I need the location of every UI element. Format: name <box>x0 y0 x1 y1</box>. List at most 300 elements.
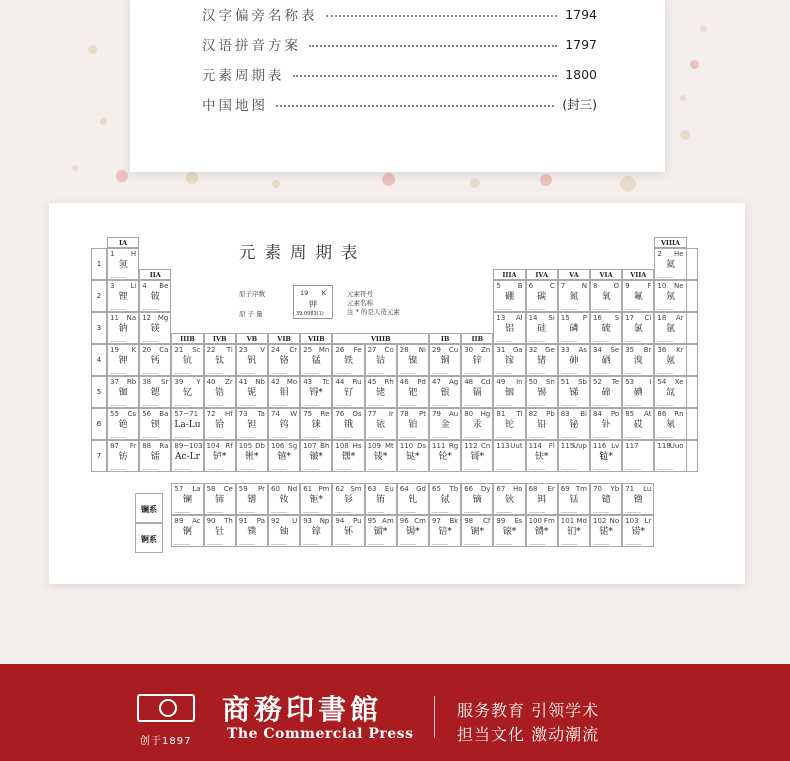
element-number: 65 <box>432 485 441 493</box>
element-name: Ac-Lr <box>175 452 200 462</box>
element-symbol: Ag <box>448 378 459 386</box>
element-number: 98 <box>464 517 474 525</box>
element-cell <box>590 280 622 312</box>
element-number: 23 <box>238 346 248 354</box>
element-name: 铀 <box>279 527 289 537</box>
element-cell <box>139 280 171 312</box>
toc-item[interactable] <box>202 34 597 54</box>
element-symbol: Cn <box>481 442 491 450</box>
element-cell <box>461 376 493 408</box>
element-symbol: Sn <box>545 378 555 386</box>
element-mass-line <box>110 341 126 342</box>
element-number: 68 <box>528 485 538 493</box>
element-mass-line <box>335 437 351 438</box>
legend-note: 注 * 的是人造元素 <box>347 308 400 316</box>
element-symbol: Sb <box>578 378 587 386</box>
element-name: 镥 <box>633 495 643 505</box>
element-name: 钕 <box>279 495 289 505</box>
element-symbol: Na <box>126 314 137 322</box>
group-header: IB <box>429 333 461 344</box>
element-name: 铯 <box>118 420 128 430</box>
element-name: 钚 <box>343 527 353 537</box>
element-name: 铍 <box>150 292 160 302</box>
element-number: 72 <box>206 410 216 418</box>
element-mass-line <box>432 405 448 406</box>
element-cell <box>107 280 139 312</box>
element-name: 铜 <box>440 356 450 366</box>
element-name: 硅 <box>537 324 547 334</box>
actinide-label: 锕系 <box>135 523 163 553</box>
commercial-press-logo-icon <box>137 694 195 722</box>
element-symbol: Cd <box>481 378 491 386</box>
element-number: 80 <box>464 410 474 418</box>
element-mass-line <box>368 437 384 438</box>
legend <box>239 283 409 323</box>
toc-item-title: 汉字偏旁名称表 <box>202 8 318 24</box>
element-number: 51 <box>560 378 570 386</box>
element-symbol: Ar <box>675 314 684 322</box>
legend-symbol-label: 元素符号 <box>347 290 373 298</box>
element-mass-line <box>174 512 190 513</box>
element-name: 砹 <box>633 420 643 430</box>
element-name: 锑 <box>569 388 579 398</box>
element-mass-line <box>529 341 545 342</box>
element-cell <box>268 408 300 440</box>
element-number: 73 <box>238 410 248 418</box>
element-mass-line <box>142 309 158 310</box>
element-number: 101 <box>560 517 575 525</box>
element-name: 𫓧* <box>534 452 549 462</box>
element-name: 氡 <box>665 420 675 430</box>
element-name: 镧 <box>182 495 192 505</box>
element-symbol: Ti <box>226 346 233 354</box>
element-cell <box>171 483 203 515</box>
element-number: 12 <box>142 314 152 322</box>
element-cell <box>461 408 493 440</box>
toc-item[interactable] <box>202 94 597 114</box>
element-mass-line <box>593 469 609 470</box>
periodic-table-page <box>49 203 745 584</box>
element-mass-line <box>593 373 609 374</box>
element-mass-line <box>335 469 351 470</box>
element-cell <box>107 248 139 280</box>
element-mass-line <box>207 405 223 406</box>
element-symbol: Ce <box>223 485 233 493</box>
element-cell <box>236 344 268 376</box>
element-number: 48 <box>464 378 474 386</box>
element-number: 109 <box>367 442 381 450</box>
element-cell <box>622 344 654 376</box>
element-number: 42 <box>271 378 280 386</box>
element-name: 钐 <box>343 495 353 505</box>
element-symbol: Rh <box>384 378 394 386</box>
element-mass-line <box>529 373 545 374</box>
element-number: 11 <box>110 314 119 322</box>
element-name: 锿* <box>502 527 517 537</box>
element-name: 金 <box>440 420 450 430</box>
element-name: 氦 <box>665 260 675 270</box>
element-number: 104 <box>206 442 220 450</box>
element-symbol: Zn <box>481 346 491 354</box>
element-cell <box>204 483 236 515</box>
element-name: 磷 <box>569 324 579 334</box>
element-number: 7 <box>560 282 566 290</box>
element-name: 溴 <box>633 356 643 366</box>
element-cell <box>365 440 397 472</box>
element-cell <box>236 440 268 472</box>
element-number: 67 <box>496 485 506 493</box>
element-cell <box>139 440 171 472</box>
element-mass-line <box>239 544 255 545</box>
element-number: 59 <box>238 485 248 493</box>
element-name: 镅* <box>373 527 388 537</box>
element-name: 钫 <box>118 452 128 462</box>
element-mass-line <box>400 437 416 438</box>
element-number: 113 <box>496 442 510 450</box>
element-name: 锎* <box>470 527 485 537</box>
element-cell <box>622 483 654 515</box>
element-cell <box>365 515 397 547</box>
element-symbol: V <box>260 346 265 354</box>
element-cell <box>654 280 686 312</box>
element-symbol: Uut <box>510 442 523 450</box>
element-name: 𬬻* <box>212 452 227 462</box>
element-cell <box>107 376 139 408</box>
element-name: 铕 <box>376 495 386 505</box>
element-name: 锔* <box>406 527 420 537</box>
element-symbol: Fe <box>353 346 362 354</box>
electron-shell-label <box>686 408 698 440</box>
element-symbol: Ac <box>192 517 201 525</box>
element-symbol: H <box>130 250 137 258</box>
element-number: 118 <box>657 442 671 450</box>
element-name: 锶 <box>150 388 160 398</box>
element-number: 92 <box>271 517 280 525</box>
toc-item-page: (封三) <box>562 97 597 112</box>
element-name: 锝* <box>309 388 324 398</box>
element-symbol: Mg <box>157 314 169 322</box>
element-symbol: Li <box>130 282 137 290</box>
element-name: 砷 <box>569 356 579 366</box>
element-cell <box>622 280 654 312</box>
element-symbol: Ir <box>388 410 394 418</box>
element-symbol: U <box>292 517 298 525</box>
element-number: 79 <box>432 410 441 418</box>
group-header: IIB <box>461 333 493 344</box>
element-mass-line <box>142 469 158 470</box>
element-cell <box>300 515 332 547</box>
element-symbol: W <box>290 410 298 418</box>
element-cell <box>526 515 558 547</box>
period-label: 6 <box>91 408 107 440</box>
element-name: 钋 <box>601 420 611 430</box>
element-mass-line <box>174 469 190 470</box>
element-cell <box>654 312 686 344</box>
element-symbol: Lu <box>643 485 652 493</box>
element-symbol: Rb <box>126 378 137 386</box>
element-cell <box>171 440 203 472</box>
element-mass-line <box>625 309 641 310</box>
element-number: 90 <box>206 517 216 525</box>
element-symbol: Cu <box>448 346 459 354</box>
element-name: 鿔* <box>470 452 485 462</box>
element-mass-line <box>368 405 384 406</box>
element-mass-line <box>625 373 641 374</box>
element-cell <box>397 483 429 515</box>
element-number: 62 <box>335 485 345 493</box>
element-name: 钔* <box>567 527 581 537</box>
element-symbol: Xe <box>674 378 684 386</box>
element-cell <box>204 408 236 440</box>
element-number: 35 <box>625 346 635 354</box>
element-symbol: Pa <box>256 517 265 525</box>
element-mass-line <box>625 341 641 342</box>
element-mass-line <box>561 341 577 342</box>
element-name: 锡 <box>537 388 547 398</box>
element-cell <box>622 440 654 472</box>
element-mass-line <box>271 544 287 545</box>
element-symbol: No <box>609 517 620 525</box>
element-cell <box>493 440 525 472</box>
element-number: 46 <box>399 378 409 386</box>
element-cell <box>171 344 203 376</box>
element-mass-line <box>110 437 126 438</box>
toc-leader <box>293 75 558 77</box>
element-mass-line <box>207 512 223 513</box>
element-name: 鿏* <box>373 452 388 462</box>
element-symbol: Cr <box>289 346 298 354</box>
element-cell <box>268 344 300 376</box>
element-cell <box>429 344 461 376</box>
element-cell <box>558 440 590 472</box>
element-cell <box>300 440 332 472</box>
element-number: 89 <box>174 517 184 525</box>
element-name: 铑 <box>376 388 386 398</box>
element-cell <box>332 408 364 440</box>
element-symbol: Rg <box>448 442 459 450</box>
element-name: 碲 <box>601 388 611 398</box>
element-name: 铋 <box>569 420 579 430</box>
element-number: 75 <box>303 410 313 418</box>
element-name: 铟 <box>504 388 514 398</box>
element-number: 50 <box>528 378 538 386</box>
element-number: 87 <box>110 442 119 450</box>
element-name: 铪 <box>215 420 225 430</box>
element-number: 17 <box>625 314 635 322</box>
element-number: 34 <box>593 346 602 354</box>
element-mass-line <box>625 544 641 545</box>
element-mass-line <box>368 469 384 470</box>
element-cell <box>558 376 590 408</box>
element-cell <box>493 408 525 440</box>
element-symbol: Es <box>514 517 523 525</box>
element-name: 钯 <box>408 388 418 398</box>
element-number: 37 <box>110 378 119 386</box>
element-name: 铅 <box>537 420 547 430</box>
element-name: 铂 <box>408 420 418 430</box>
element-cell <box>558 408 590 440</box>
element-symbol: Au <box>448 410 459 418</box>
element-symbol: S <box>614 314 620 322</box>
element-mass-line <box>529 512 545 513</box>
element-symbol: Cl <box>644 314 652 322</box>
group-header: VIIIA <box>654 237 686 248</box>
element-name: 钼 <box>279 388 289 398</box>
element-mass-line <box>303 469 319 470</box>
element-symbol: Sc <box>192 346 201 354</box>
electron-shell-label <box>686 312 698 344</box>
element-mass-line <box>593 309 609 310</box>
element-number: 95 <box>367 517 377 525</box>
element-mass-line <box>561 437 577 438</box>
element-name: La-Lu <box>174 420 201 430</box>
toc-item[interactable] <box>202 4 597 24</box>
element-name: 氙 <box>665 388 675 398</box>
element-symbol: He <box>674 250 684 258</box>
group-header: VIB <box>268 333 300 344</box>
element-mass-line <box>593 544 609 545</box>
element-symbol: Re <box>320 410 330 418</box>
element-number: 3 <box>110 282 115 290</box>
element-number: 41 <box>238 378 248 386</box>
element-number: 38 <box>142 378 152 386</box>
element-cell <box>590 408 622 440</box>
element-symbol: Cs <box>127 410 137 418</box>
element-symbol: C <box>549 282 555 290</box>
element-number: 47 <box>432 378 441 386</box>
element-number: 32 <box>528 346 538 354</box>
group-header: IIA <box>139 269 171 280</box>
element-mass-line <box>400 544 416 545</box>
toc-leader <box>276 105 554 107</box>
element-name: 镓 <box>504 356 514 366</box>
period-label: 4 <box>91 344 107 376</box>
element-name: 锂 <box>118 292 128 302</box>
element-cell <box>171 515 203 547</box>
element-mass-line <box>110 469 126 470</box>
element-number: 14 <box>528 314 538 322</box>
element-symbol: Pt <box>419 410 426 418</box>
element-name: 铷 <box>118 388 128 398</box>
element-symbol: Sg <box>288 442 298 450</box>
toc-item-title: 汉语拼音方案 <box>202 38 301 54</box>
element-symbol: Lr <box>644 517 652 525</box>
element-cell <box>461 344 493 376</box>
element-cell <box>622 408 654 440</box>
element-symbol: K <box>131 346 137 354</box>
element-name: 汞 <box>472 420 482 430</box>
element-number: 63 <box>367 485 377 493</box>
element-symbol: Cm <box>414 517 426 525</box>
element-number: 4 <box>142 282 147 290</box>
element-number: 81 <box>496 410 506 418</box>
element-mass-line <box>496 512 512 513</box>
element-cell <box>365 376 397 408</box>
element-number: 30 <box>464 346 474 354</box>
element-symbol: In <box>516 378 523 386</box>
element-symbol: B <box>517 282 523 290</box>
element-mass-line <box>496 405 512 406</box>
element-cell <box>558 483 590 515</box>
element-mass-line <box>239 405 255 406</box>
element-name: 𬭶* <box>341 452 356 462</box>
element-symbol: Br <box>643 346 652 354</box>
toc-item[interactable] <box>202 64 597 84</box>
element-cell <box>236 515 268 547</box>
element-symbol: Tb <box>449 485 459 493</box>
element-cell <box>493 344 525 376</box>
founded-year: 创于1897 <box>140 736 192 747</box>
element-symbol: Cf <box>483 517 491 525</box>
element-cell <box>493 483 525 515</box>
element-cell <box>493 312 525 344</box>
group-header: IVA <box>526 269 558 280</box>
element-number: 96 <box>399 517 409 525</box>
toc-item-page: 1800 <box>565 66 597 82</box>
element-symbol: Be <box>159 282 169 290</box>
element-mass-line <box>271 469 287 470</box>
element-name: 钌 <box>343 388 353 398</box>
element-mass-line <box>400 405 416 406</box>
toc-item-title: 元素周期表 <box>202 68 285 84</box>
element-name: 锘* <box>599 527 613 537</box>
period-label: 5 <box>91 376 107 408</box>
element-name: 𫟷* <box>599 452 613 462</box>
element-mass-line <box>625 512 641 513</box>
element-mass-line <box>496 469 512 470</box>
element-name: 氟 <box>633 292 643 302</box>
element-name: 镉 <box>472 388 482 398</box>
element-cell <box>107 440 139 472</box>
element-cell <box>622 312 654 344</box>
element-name: 镨 <box>247 495 257 505</box>
element-symbol: Y <box>196 378 201 386</box>
element-number: 117 <box>625 442 639 450</box>
element-number: 43 <box>303 378 313 386</box>
element-symbol: Ta <box>257 410 265 418</box>
legend-number-label: 原子序数 <box>239 290 265 298</box>
element-mass-line <box>303 512 319 513</box>
element-cell <box>590 515 622 547</box>
element-mass-line <box>239 469 255 470</box>
element-symbol: Rn <box>674 410 684 418</box>
element-mass-line <box>529 309 545 310</box>
element-cell <box>171 408 203 440</box>
element-cell <box>558 280 590 312</box>
element-mass-line <box>174 373 190 374</box>
element-name: 氮 <box>569 292 579 302</box>
element-mass-line <box>400 373 416 374</box>
element-symbol: At <box>643 410 652 418</box>
element-cell <box>622 376 654 408</box>
element-number: 88 <box>142 442 152 450</box>
element-number: 108 <box>335 442 349 450</box>
toc-card <box>130 0 665 172</box>
element-cell <box>204 376 236 408</box>
element-cell <box>268 483 300 515</box>
element-symbol: La <box>192 485 201 493</box>
element-mass-line <box>496 373 512 374</box>
element-name: 𬬭* <box>438 452 452 462</box>
element-name: 铬 <box>279 356 289 366</box>
element-mass-line <box>464 405 480 406</box>
element-symbol: Pd <box>417 378 426 386</box>
element-number: 29 <box>432 346 441 354</box>
element-symbol: Ni <box>418 346 426 354</box>
element-cell <box>332 515 364 547</box>
element-name: 氩 <box>665 324 675 334</box>
element-name: 锆 <box>215 388 225 398</box>
